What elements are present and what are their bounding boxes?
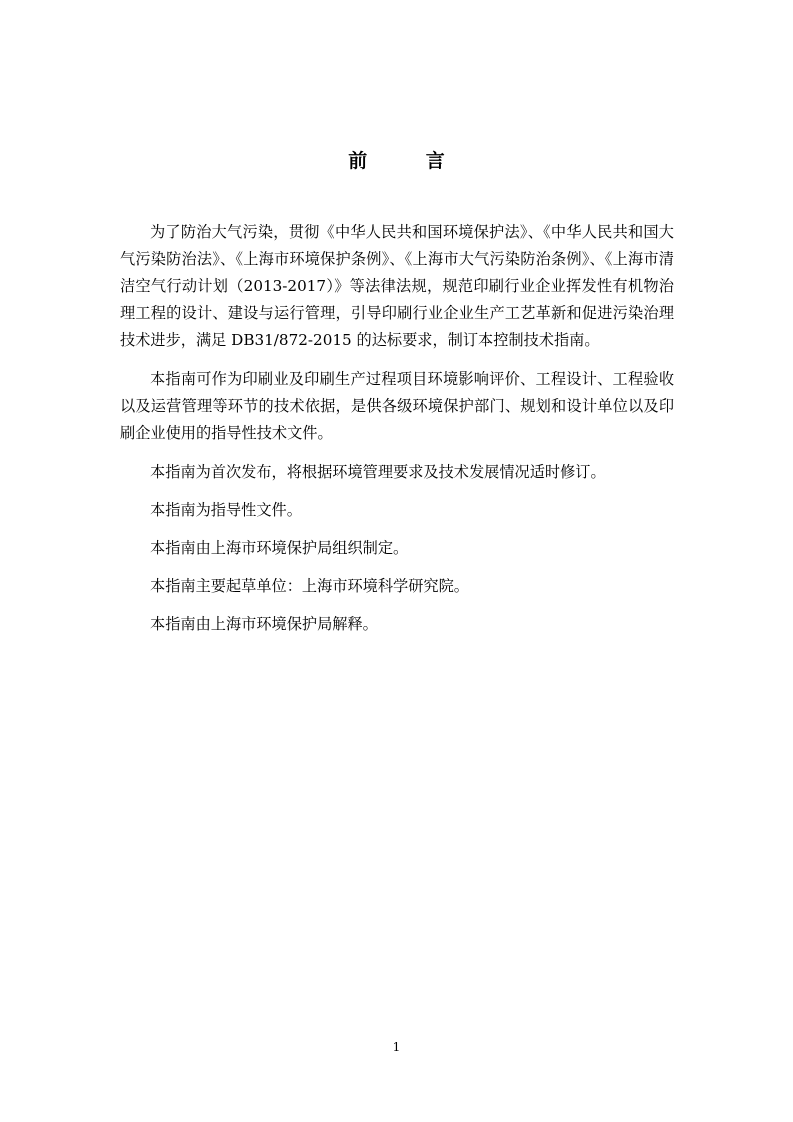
paragraph-interpretation: 本指南由上海市环境保护局解释。 [150,615,378,633]
paragraph-first-release: 本指南为首次发布，将根据环境管理要求及技术发展情况适时修订。 [150,463,606,481]
page-title: 前 言 [348,150,471,172]
paragraph-purpose: 为了防治大气污染，贯彻《中华人民共和国环境保护法》、《中华人民共和国大气污染防治法》、《上海市环境保护条例》、《上海市大气污染防治条例》、《上海市清洁空气行动计划（2013-2017）》等法律法规，规范印刷行业企业挥发性有机物治理工程的设计、建设与运行管理，引导印刷行业企业生产工艺革新和促进污染治理技术进步，满足 DB31/872-2015 的达标要求，制订本控制技术指南。 [120,223,674,349]
paragraph-organizer: 本指南由上海市环境保护局组织制定。 [150,539,409,557]
preface-body [120,219,674,649]
paragraph-scope: 本指南可作为印刷业及印刷生产过程项目环境影响评价、工程设计、工程验收以及运营管理等环节的技术依据，是供各级环境保护部门、规划和设计单位以及印刷企业使用的指导性技术文件。 [120,370,674,442]
paragraph-guidance-nature: 本指南为指导性文件。 [150,501,302,519]
page-number: 1 [392,1040,401,1054]
paragraph-drafting-unit: 本指南主要起草单位：上海市环境科学研究院。 [150,577,469,595]
